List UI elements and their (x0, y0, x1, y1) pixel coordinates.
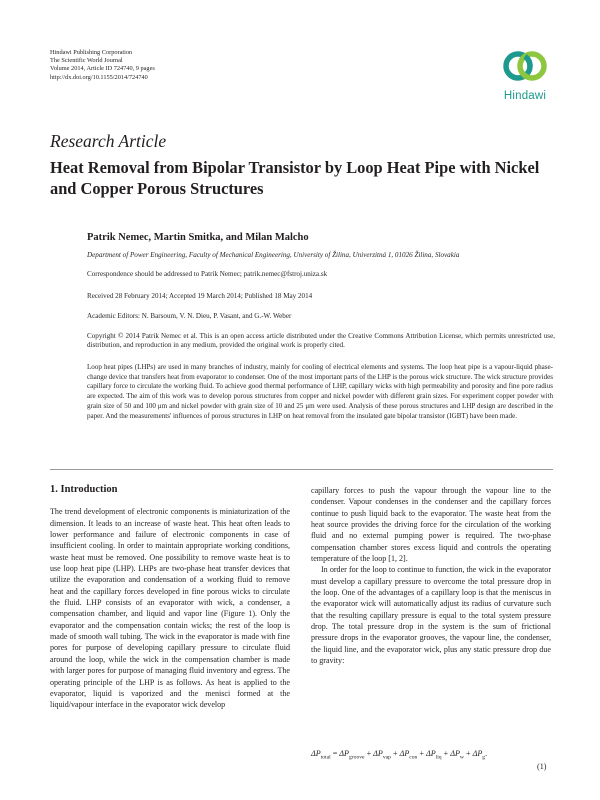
eq-term-sub: vap (382, 754, 391, 761)
section-heading-introduction: 1. Introduction (50, 484, 118, 495)
left-column (50, 484, 290, 711)
article-type: Research Article (50, 131, 167, 151)
academic-editors: Academic Editors: N. Barsoum, V. N. Dieu, P. Vasant, and G.-W. Weber (87, 312, 292, 320)
hindawi-logo[interactable] (497, 46, 553, 108)
volume-line: Volume 2014, Article ID 724740, 9 pages (50, 65, 155, 73)
copyright-notice: Copyright © 2014 Patrik Nemec et al. This is an open access article distributed under the Creative Commons Attribution License, which permits unrestricted use, distribution, and reproduction in any medium, provided the original work is properly cited. (87, 332, 555, 350)
affiliation: Department of Power Engineering, Faculty of Mechanical Engineering, University of Žilina, Univerzitná 1, 01026 Žilina, Slovakia (87, 251, 460, 259)
abstract: Loop heat pipes (LHPs) are used in many branches of industry, mainly for cooling of electrical elements and systems. The loop heat pipe is a vapour-liquid phase-change device that transfers heat from evaporator to condenser. One of the most important parts of the LHP is the porous wick structure. The wick structure provides capillary force to circulate the working fluid. To achieve good thermal performance of LHP, capillary wicks with high permeability and porosity and fine pore radius are expected. The aim of this work was to develop porous structures from copper and nickel powder with different grain sizes. For experiment copper powder with grain size of 50 and 100 μm and nickel powder with grain size of 10 and 25 μm were used. Analysis of these porous structures and LHP design are described in the paper. And the measurements' influences of porous structures in LHP on heat removal from the insulated gate bipolar transistor (IGBT) have been made. (87, 363, 553, 420)
eq-term: ΔP (373, 749, 383, 758)
intro-paragraph-1-continued: capillary forces to push the vapour through the vapour line to the condenser. Vapour condenses in the condenser and the capillary forces continue to push liquid back to the evaporator. The waste heat from the heat source provides the driving force for the circulation of the working fluid and no external pumping power is required. The two-phase compensation chamber stores excess liquid and controls the operating temperature of the loop [1, 2]. (311, 486, 551, 564)
eq-term: ΔP (339, 749, 349, 758)
eq-term-sub: w (459, 754, 464, 761)
eq-lhs: ΔP (311, 749, 321, 758)
intro-paragraph-1: The trend development of electronic components is miniaturization of the dimension. It leads to an increase of waste heat. This heat often leads to lower performance and failure of electronic components in case of insufficient cooling. In order to maintain appropriate working conditions, waste heat must be removed. One possibility to remove waste heat is to use loop heat pipe (LHP). LHPs are two-phase heat transfer devices that utilize the evaporation and condensation of a working fluid to remove heat and the capillary forces developed in fine porous wicks to circulate the fluid. LHP consists of an evaporator with wick, a condenser, a compensation chamber, and liquid and vapor line (Figure 1). Only the evaporator and the compensation contain wicks; the rest of the loop is made of smooth wall tubing. The wick in the evaporator is made with fine pores for purpose of developing capillary pressure to circulate fluid around the loop, while the wick in the compensation chamber is made with larger pores for purpose of managing fluid inventory and egress. The operating principle of the LHP is as follows. As heat is applied to the evaporator, liquid is vaporized and the menisci formed at the liquid/vapour interface in the evaporator wick develop (50, 507, 290, 710)
doi-link[interactable]: http://dx.doi.org/10.1155/2014/724740 (50, 73, 148, 81)
section-divider (50, 469, 553, 470)
eq-term-sub: con (409, 754, 418, 761)
journal-header (50, 49, 155, 82)
right-column (311, 485, 551, 667)
intro-paragraph-2: In order for the loop to continue to function, the wick in the evaporator must develop a capillary pressure to overcome the total pressure drop in the loop. One of the advantages of a capillary loop is that the meniscus in the evaporator wick will automatically adjust its radius of curvature such that the resulting capillary pressure is equal to the total system pressure drop. The total pressure drop in the system is the sum of frictional pressure drops in the evaporator grooves, the vapour line, the condenser, the liquid line, and the evaporator wick, plus any static pressure drop due to gravity: (311, 565, 551, 666)
equation-number: (1) (537, 762, 547, 771)
author-list: Patrik Nemec, Martin Smitka, and Milan Malcho (87, 232, 309, 243)
eq-term-sub: liq (435, 754, 442, 761)
journal-name: The Scientific World Journal (50, 57, 123, 65)
publication-dates: Received 28 February 2014; Accepted 19 March 2014; Published 18 May 2014 (87, 292, 313, 300)
eq-term: ΔP (450, 749, 460, 758)
correspondence: Correspondence should be addressed to Patrik Nemec; patrik.nemec@fstroj.uniza.sk (87, 270, 328, 278)
eq-term: ΔP (399, 749, 410, 758)
eq-term: ΔP (472, 749, 483, 758)
eq-term: ΔP (425, 749, 436, 758)
eq-term-sub: g (482, 754, 486, 761)
eq-lhs-sub: total (320, 754, 331, 761)
paper-title: Heat Removal from Bipolar Transistor by Loop Heat Pipe with Nickel and Copper Porous Structures (50, 158, 540, 198)
logo-wordmark: Hindawi (503, 90, 547, 102)
eq-term-sub: groove (348, 754, 365, 761)
equation-1: $\Delta P_{total} = \Delta P_{groove} + \Delta P_{vap} + \Delta P_{con} + \Delta P_{liq} + \Delta P_w + \Delta P_g$. (311, 749, 488, 761)
hindawi-rings-icon (497, 46, 553, 90)
publisher-name: Hindawi Publishing Corporation (50, 49, 133, 56)
